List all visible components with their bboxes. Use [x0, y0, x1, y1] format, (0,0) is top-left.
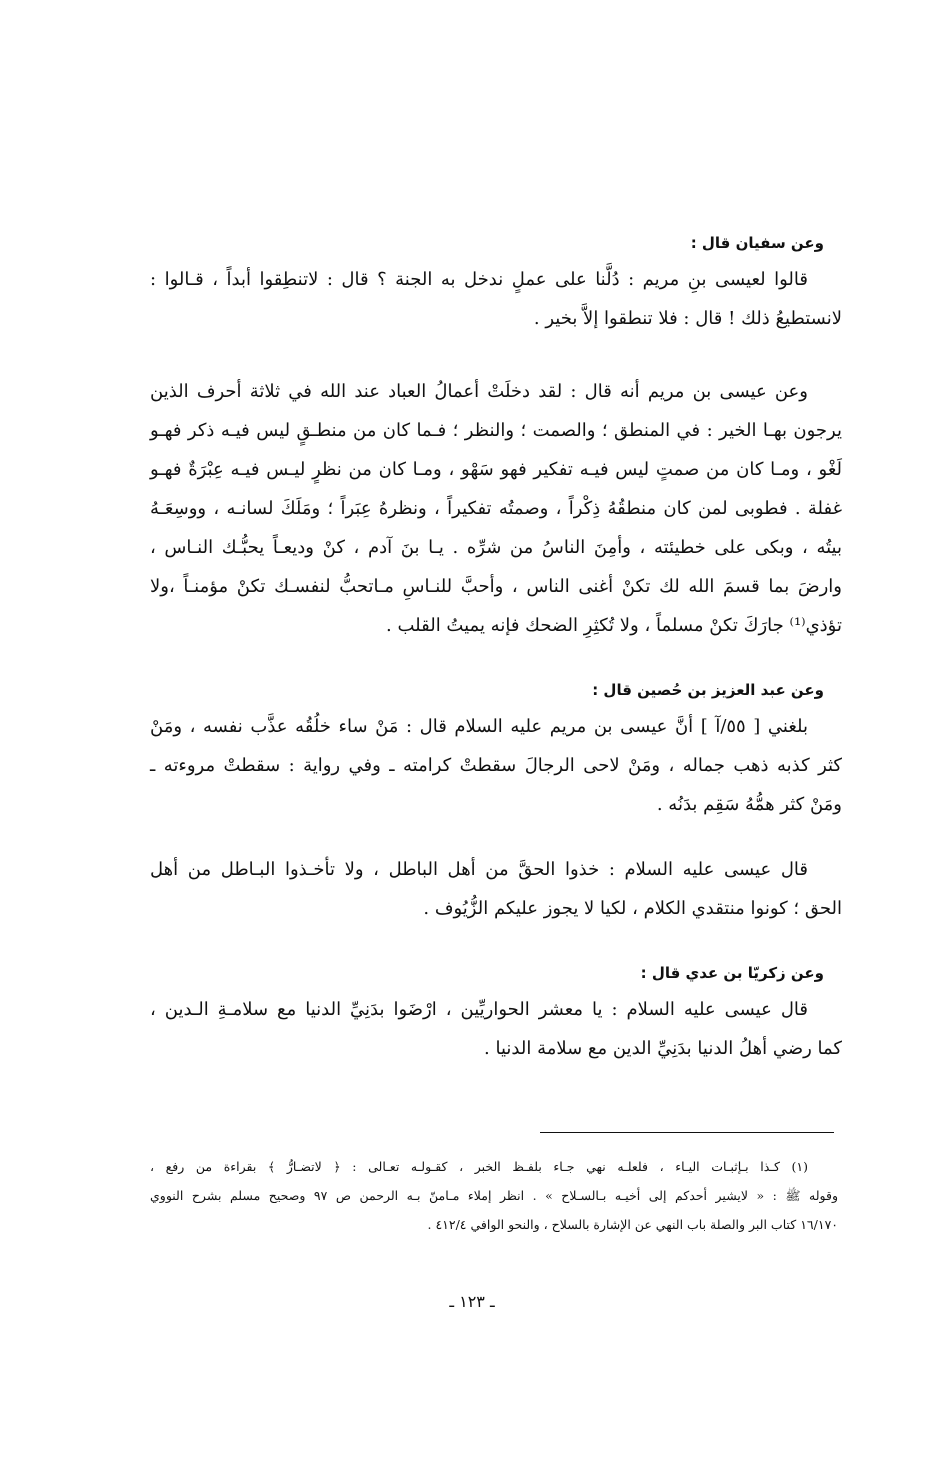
page-number: ـ ١٢٣ ـ — [449, 1292, 495, 1311]
section-heading: وعن سفيان قال : — [690, 234, 824, 252]
text-line: لانستطيعُ ذلك ! قال : فلا تنطقوا إلاَّ بخير . — [533, 308, 842, 329]
footnote-line: وقوله ﷺ : « لايشير أحدكم إلى أخيـه بـالسـلاح » . انظر إملاء مـامنّ بـه الرحمن ص ٩٧ وصحيح مسلم بشرح النووي — [150, 1188, 838, 1203]
text-line: بيتُه ، وبكى على خطيئته ، وأمِنَ الناسُ من شرِّه . يـا بنَ آدم ، كنْ وديعـاً يحبُّـك النـاس ، — [150, 537, 842, 558]
text-line: كثر كذبه ذهب جماله ، ومَنْ لاحى الرجالَ سقطتْ كرامته ـ وفي رواية : سقطتْ مروءته ـ — [150, 755, 842, 776]
text-line: قال عيسى عليه السلام : خذوا الحقَّ من أهل الباطل ، ولا تأخـذوا البـاطل من أهل — [150, 859, 808, 880]
text-line: وعن عيسى بن مريم أنه قال : لقد دخلَتْ أعمالُ العباد عند الله في ثلاثة أحرف الذين — [150, 381, 808, 402]
paragraph — [150, 260, 842, 338]
text-line: الحق ؛ كونوا منتقدي الكلام ، لكيا لا يجوز عليكم الزُّيُوف . — [423, 898, 842, 919]
text-line: بلغني [ ٥٥/آ ] أنَّ عيسى بن مريم عليه السلام قال : مَنْ ساء خلُقُه عذَّب نفسه ، ومَنْ — [150, 716, 808, 737]
text-line: ومَنْ كثر همُّهُ سَقِم بدَنُه . — [656, 794, 842, 815]
paragraph — [150, 990, 842, 1068]
section-heading: وعن عبد العزيز بن حُصين قال : — [592, 681, 824, 699]
paragraph — [150, 372, 842, 645]
footnotes — [150, 1152, 838, 1239]
page-body — [150, 232, 842, 1068]
paragraph — [150, 707, 842, 824]
text-line: غفلة . فطوبى لمن كان منطقُهُ ذِكْراً ، وصمتُه تفكيراً ، ونظرهُ عِبَراً ؛ ومَلَكَ لسانـه ، ووسِعَـهُ — [150, 498, 842, 519]
text-line: كما رضي أهلُ الدنيا بدَنِيِّ الدين مع سلامة الدنيا . — [484, 1038, 842, 1059]
text-line: قالوا لعيسى بنِ مريم : دُلَّنا على عملٍ ندخل به الجنة ؟ قال : لاتنطِقوا أبداً ، قـالوا : — [150, 269, 808, 290]
section-heading: وعن زكريّا بن عدي قال : — [640, 964, 824, 982]
text-line: وارضَ بما قسمَ الله لك تكنْ أغنى الناس ، وأحبَّ للنـاسِ مـاتحبُّ لنفسـك تكنْ مؤمنـاً ،ولا — [150, 576, 842, 597]
text-line: لَغْو ، ومـا كان من صمتٍ ليس فيـه تفكير فهو سَهْو ، ومـا كان من نظرٍ ليـس فيـه عِبْرَةٌ فهـو — [150, 459, 842, 480]
text-line: قال عيسى عليه السلام : يا معشر الحواريِّين ، ارْضَوا بدَنِيِّ الدنيا مع سلامـةِ الـدين ، — [150, 999, 808, 1020]
footnote-line: (١) كـذا بـإثبـات اليـاء ، فلعلـه نهي جـاء بلفـظ الخبر ، كقـولـه تعـالى : ﴿ لاتضـارُّ ﴾ بقراءة من رفع ، — [150, 1159, 808, 1174]
paragraph — [150, 850, 842, 928]
footnote-divider — [540, 1132, 834, 1133]
text-line: تؤذي⁽¹⁾ جارَكَ تكنْ مسلماً ، ولا تُكثِرِ الضحك فإنه يميتُ القلب . — [386, 615, 842, 636]
footnote-line: ١٦/١٧٠ كتاب البر والصلة باب النهي عن الإشارة بالسلاح ، والنحو الوافي ٤١٢/٤ . — [427, 1217, 838, 1232]
text-line: يرجون بهـا الخير : في المنطق ؛ والصمت ؛ والنظر ؛ فـما كان من منطـقٍ ليس فيـه ذكر فهـو — [150, 420, 842, 441]
